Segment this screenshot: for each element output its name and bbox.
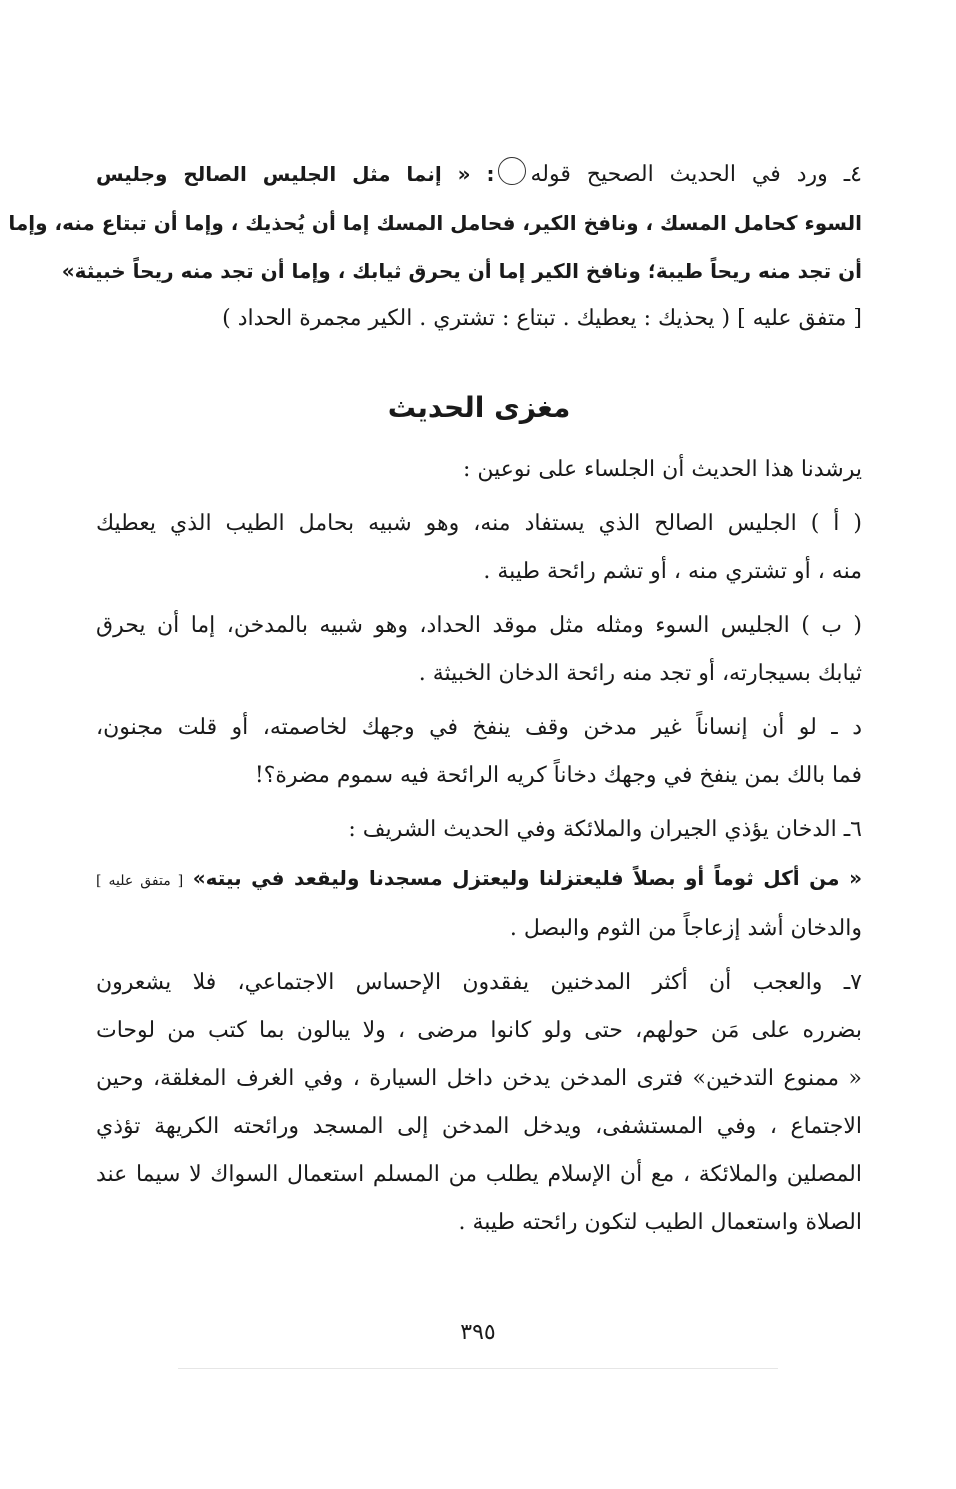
hadith-line-3: أن تجد منه ريحاً طيبة؛ ونافخ الكير إما أن يحرق ثيابك ، وإما أن تجد منه ريحاً خبيثة» (61, 259, 862, 283)
section-heading: مغزى الحديث (387, 391, 571, 424)
paragraph-d-line-1: د ـ لو أن إنساناً غير مدخن وقف ينفخ في وجهك لخاصمته، أو قلت مجنون، (96, 715, 862, 740)
paragraph-b-line-2: ثيابك بسيجارته، أو تجد منه رائحة الدخان الخبيثة . (418, 661, 862, 686)
hadith-quote-start: : « إنما مثل الجليس الصالح وجليس (96, 162, 495, 186)
paragraph-a-line-2: منه ، أو تشتري منه ، أو تشم رائحة طيبة . (483, 559, 862, 584)
hadith-line-1 (96, 150, 862, 199)
paragraph-d-line-2: فما بالك بمن ينفخ في وجهك دخاناً كريه الرائحة فيه سموم مضرة؟! (254, 763, 862, 788)
hadith-line-2: السوء كحامل المسك ، ونافخ الكير، فحامل المسك إما أن يُحذيك ، وإما أن تبتاع منه، وإما (8, 211, 862, 235)
hadith-2-reference: [ متفق عليه ] (96, 873, 184, 889)
page-body (8, 150, 862, 1247)
paragraph-a-line-1: ( أ ) الجليس الصالح الذي يستفاد منه، وهو شبيه بحامل الطيب الذي يعطيك (96, 511, 862, 536)
paragraph-7 (96, 959, 862, 1247)
paragraph-7-line-3: « ممنوع التدخين» فترى المدخن يدخن داخل السيارة ، وفي الغرف المغلقة، وحين (96, 1066, 862, 1091)
paragraph-7-line-2: بضرره على مَن حولهم، حتى ولو كانوا مرضى ، ولا يبالون بما كتب من لوحات (96, 1018, 862, 1043)
paragraph-7-line-4: الاجتماع ، وفي المستشفى، ويدخل المدخن إلى المسجد ورائحته الكريهة تؤذي (96, 1114, 862, 1139)
paragraph-7-line-5: المصلين والملائكة ، مع أن الإسلام يطلب من المسلم استعمال السواك لا سيما عند (96, 1162, 862, 1187)
paragraph-6 (96, 806, 862, 953)
pbuh-seal-icon (498, 157, 526, 185)
hadith-reference-line: [ متفق عليه ] ( يحذيك : يعطيك . تبتاع : تشتري . الكير مجمرة الحداد ) (222, 306, 862, 331)
paragraph-b-line-1: ( ب ) الجليس السوء ومثله مثل موقد الحداد، وهو شبيه بالمدخن، إما أن يحرق (96, 613, 862, 638)
bottom-margin-rule (178, 1368, 778, 1369)
page-number: ٣٩٥ (460, 1320, 496, 1345)
paragraph-a (96, 500, 862, 596)
hadith-block (8, 150, 862, 343)
paragraph-b (96, 602, 862, 698)
paragraph-7-line-6: الصلاة واستعمال الطيب لتكون رائحته طيبة . (458, 1210, 862, 1235)
paragraph-7-line-1: ٧ـ والعجب أن أكثر المدخنين يفقدون الإحساس الاجتماعي، فلا يشعرون (96, 970, 862, 995)
hadith-intro-text: ٤ـ ورد في الحديث الصحيح قوله (530, 162, 862, 187)
paragraph-d (96, 704, 862, 800)
paragraph-6-conclusion: والدخان أشد إزعاجاً من الثوم والبصل . (509, 916, 862, 941)
hadith-2-line (96, 854, 862, 905)
paragraph-6-line-1: ٦ـ الدخان يؤذي الجيران والملائكة وفي الحديث الشريف : (348, 817, 862, 842)
hadith-2-quote: « من أكل ثوماً أو بصلاً فليعتزلنا وليعتزل مسجدنا وليقعد في بيته» (192, 866, 862, 890)
intro-line: يرشدنا هذا الحديث أن الجلساء على نوعين : (463, 457, 862, 482)
